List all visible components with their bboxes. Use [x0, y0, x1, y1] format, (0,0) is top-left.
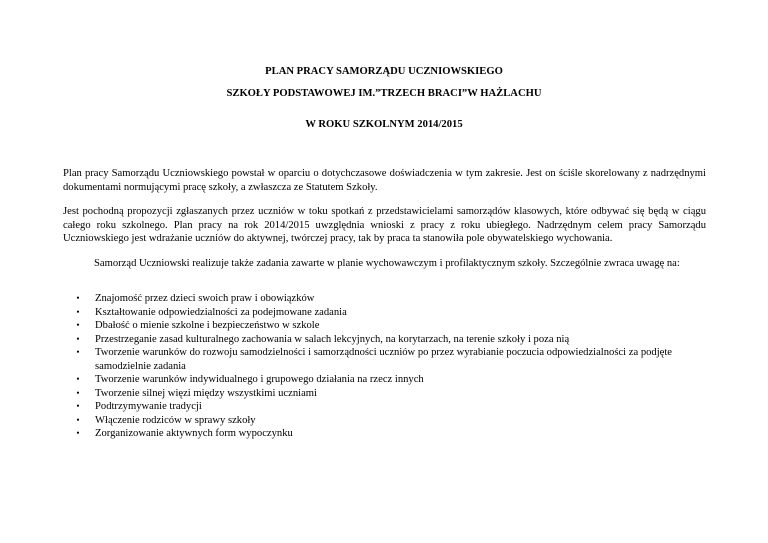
list-item — [63, 333, 706, 347]
list-item — [63, 292, 706, 306]
bullet-icon: • — [76, 374, 80, 384]
list-item-text: Przestrzeganie zasad kulturalnego zachowania w salach lekcyjnych, na korytarzach, na terenie szkoły i poza nią — [95, 333, 570, 345]
bullet-icon: • — [76, 320, 80, 330]
document-title-line-1: PLAN PRACY SAMORZĄDU UCZNIOWSKIEGO — [265, 66, 503, 77]
document-title-line-2: SZKOŁY PODSTAWOWEJ IM.”TRZECH BRACI”W HAŻLACHU — [226, 88, 542, 99]
bullet-icon: • — [76, 401, 80, 411]
list-item — [63, 414, 706, 428]
list-item-text: Tworzenie warunków indywidualnego i grupowego działania na rzecz innych — [95, 374, 424, 385]
list-item-text: Tworzenie warunków do rozwoju samodzielności i samorządności uczniów po przez wyrabianie poczucia odpowiedzialności za podjęte samodzielnie zadania — [95, 347, 672, 372]
list-item-text: Podtrzymywanie tradycji — [95, 401, 202, 412]
list-item — [63, 387, 706, 401]
list-item — [63, 319, 706, 333]
paragraph-purpose: Jest pochodną propozycji zgłaszanych przez uczniów w toku spotkań z przedstawicielami samorządów klasowych, które odbywać się będą w ciągu całego roku szkolnego. Plan pracy na rok 2014/2015 uwzględnia wnioski z pracy z roku ubiegłego. Nadrzędnym celem pracy Samorządu Uczniowskiego jest wdrażanie uczniów do aktywnej, twórczej pracy, tak by praca ta stanowiła pole obywatelskiego wychowania. — [63, 206, 706, 244]
list-item — [63, 306, 706, 320]
list-item-text: Zorganizowanie aktywnych form wypoczynku — [95, 428, 293, 439]
list-item — [63, 400, 706, 414]
list-item-text: Dbałość o mienie szkolne i bezpieczeństwo w szkole — [95, 320, 320, 331]
list-item-text: Kształtowanie odpowiedzialności za podejmowane zadania — [95, 306, 347, 318]
bullet-icon: • — [76, 333, 80, 344]
bullet-icon: • — [76, 428, 80, 438]
list-item-text: Włączenie rodziców w sprawy szkoły — [95, 414, 256, 426]
list-item — [63, 346, 706, 373]
paragraph-intro: Plan pracy Samorządu Uczniowskiego powstał w oparciu o dotychczasowe doświadczenia w tym zakresie. Jest on ściśle skorelowany z nadrzędnymi dokumentami normującymi pracę szkoły, a zwłaszcza ze Statutem Szkoły. — [63, 168, 706, 193]
bullet-icon: • — [76, 414, 80, 425]
list-item — [63, 427, 706, 441]
document-title-line-3: W ROKU SZKOLNYM 2014/2015 — [305, 119, 463, 130]
bullet-icon: • — [76, 306, 80, 317]
paragraph-tasks: Samorząd Uczniowski realizuje także zadania zawarte w planie wychowawczym i profilaktycznym szkoły. Szczególnie zwraca uwagę na: — [94, 258, 680, 269]
bullet-icon: • — [76, 387, 80, 398]
bullet-icon: • — [76, 347, 80, 357]
tasks-list — [63, 292, 706, 441]
list-item-text: Tworzenie silnej więzi między wszystkimi uczniami — [95, 387, 317, 399]
list-item-text: Znajomość przez dzieci swoich praw i obowiązków — [95, 293, 315, 304]
bullet-icon: • — [76, 293, 80, 303]
list-item — [63, 373, 706, 387]
